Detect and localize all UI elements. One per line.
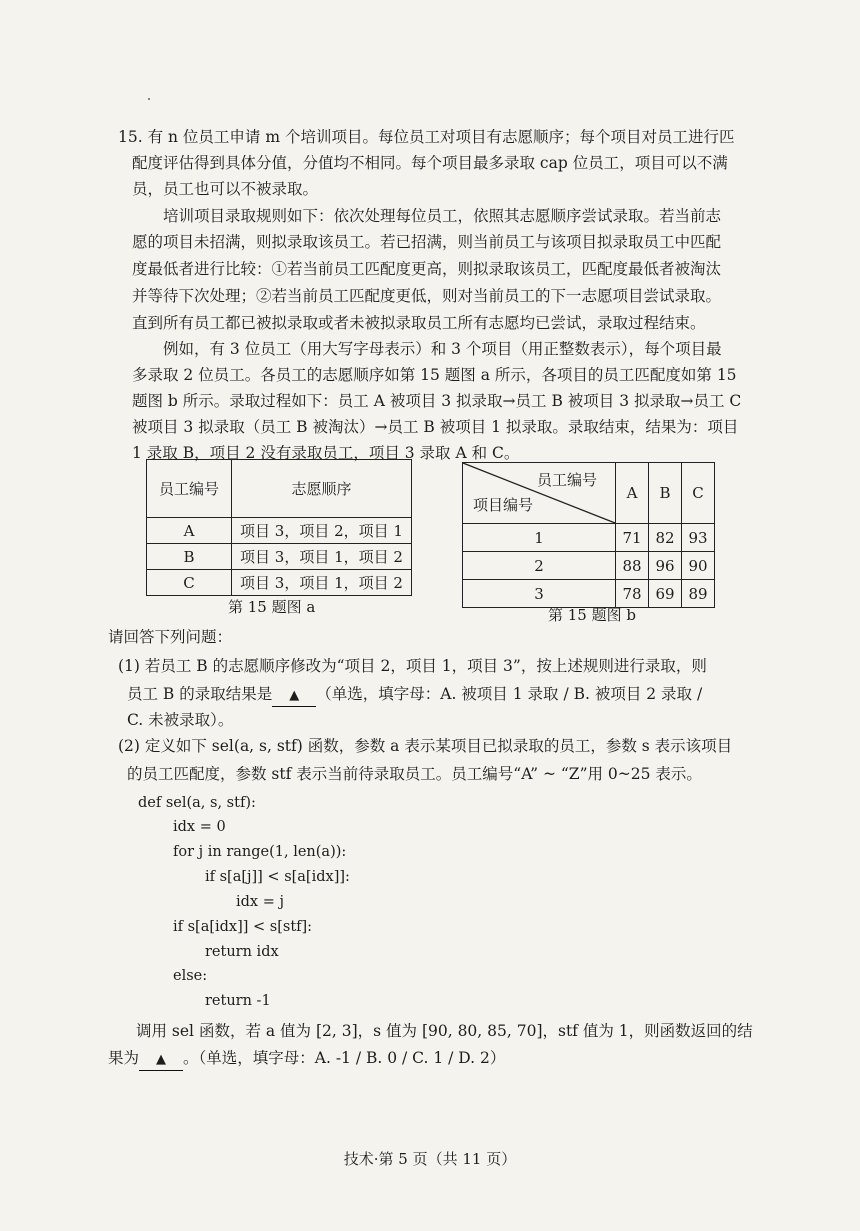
table-row [147, 544, 412, 570]
table-a-header-employee: 员工编号 [147, 460, 232, 518]
question-line: 并等待下次处理；②若当前员工匹配度更低，则对当前员工的下一志愿项目尝试录取。 [132, 287, 722, 305]
table-b-row-header: 1 [463, 524, 616, 552]
table-row [147, 518, 412, 544]
table-b-cell: 88 [616, 552, 649, 580]
table-b-cell: 89 [682, 580, 715, 608]
scan-speck [148, 98, 150, 100]
table-a-cell: 项目 3，项目 1，项目 2 [232, 544, 412, 570]
table-row [463, 524, 715, 552]
question-line: 员，员工也可以不被录取。 [132, 180, 319, 198]
table-b-row-header: 2 [463, 552, 616, 580]
table-b-cell: 78 [616, 580, 649, 608]
code-line: if s[a[idx]] < s[stf]: [173, 919, 313, 935]
sub1-line2-pre: 员工 B 的录取结果是 [127, 685, 273, 703]
call-line2-post: 。（单选，填字母：A. -1 / B. 0 / C. 1 / D. 2） [183, 1049, 506, 1067]
table-a-cell: A [147, 518, 232, 544]
sub1-line2-post: （单选，填字母：A. 被项目 1 录取 / B. 被项目 2 录取 / [316, 685, 703, 703]
question-line: 15. 有 n 位员工申请 m 个培训项目。每位员工对项目有志愿顺序；每个项目对员工进行匹 [118, 128, 735, 146]
code-line: idx = j [236, 894, 284, 910]
code-line: idx = 0 [173, 819, 226, 835]
table-b-row-header: 3 [463, 580, 616, 608]
question-line: 例如，有 3 位员工（用大写字母表示）和 3 个项目（用正整数表示），每个项目最 [163, 340, 722, 358]
table-a-cell: 项目 3，项目 1，项目 2 [232, 570, 412, 596]
code-line: return idx [205, 944, 279, 960]
code-line: return -1 [205, 993, 271, 1009]
table-a-cell: 项目 3，项目 2，项目 1 [232, 518, 412, 544]
question-line: 直到所有员工都已被拟录取或者未被拟录取员工所有志愿均已尝试，录取过程结束。 [132, 314, 706, 332]
code-line: if s[a[j]] < s[a[idx]]: [205, 869, 350, 885]
question-line: 培训项目录取规则如下：依次处理每位员工，依照其志愿顺序尝试录取。若当前志 [163, 207, 722, 225]
table-row [147, 570, 412, 596]
table-a-caption: 第 15 题图 a [228, 598, 316, 616]
sub1-line [127, 681, 702, 707]
table-b-cell: 71 [616, 524, 649, 552]
call-line [108, 1045, 505, 1071]
table-b-corner [463, 463, 616, 524]
table-b-cell: 93 [682, 524, 715, 552]
answer-blank[interactable]: ▲ [139, 1050, 183, 1071]
question-line: 愿的项目未招满，则拟录取该员工。若已招满，则当前员工与该项目拟录取员工中匹配 [132, 233, 722, 251]
table-b-col-header: B [649, 463, 682, 524]
prompt-text: 请回答下列问题： [108, 628, 233, 646]
table-b-col-header: C [682, 463, 715, 524]
table-row [463, 552, 715, 580]
table-b-corner-bottom: 项目编号 [473, 496, 534, 514]
question-line: 题图 b 所示。录取过程如下：员工 A 被项目 3 拟录取→员工 B 被项目 3 拟录取→员工 C [132, 392, 742, 410]
call-line: 调用 sel 函数，若 a 值为 [2, 3]，s 值为 [90, 80, 85, 70]，stf 值为 1，则函数返回的结 [136, 1022, 753, 1040]
sub1-line: (1) 若员工 B 的志愿顺序修改为“项目 2，项目 1，项目 3”，按上述规则进行录取，则 [118, 657, 707, 675]
table-b-cell: 69 [649, 580, 682, 608]
table-b-cell: 90 [682, 552, 715, 580]
sub1-line: C. 未被录取）。 [127, 711, 234, 729]
table-b-col-header: A [616, 463, 649, 524]
code-line: def sel(a, s, stf): [138, 795, 256, 811]
code-line: for j in range(1, len(a)): [173, 844, 347, 860]
table-a [146, 459, 412, 596]
question-line: 被项目 3 拟录取（员工 B 被淘汰）→员工 B 被项目 1 拟录取。录取结束，结果为：项目 [132, 418, 739, 436]
question-line: 配度评估得到具体分值，分值均不相同。每个项目最多录取 cap 位员工，项目可以不满 [132, 154, 728, 172]
call-line2-pre: 果为 [108, 1049, 140, 1067]
table-b-corner-top: 员工编号 [536, 471, 597, 489]
table-a-cell: B [147, 544, 232, 570]
question-line: 1 录取 B，项目 2 没有录取员工，项目 3 录取 A 和 C。 [132, 444, 520, 462]
question-line: 度最低者进行比较：①若当前员工匹配度更高，则拟录取该员工，匹配度最低者被淘汰 [132, 260, 722, 278]
table-b-cell: 82 [649, 524, 682, 552]
sub2-line: 的员工匹配度，参数 stf 表示当前待录取员工。员工编号“A” ~ “Z”用 0~25 表示。 [127, 765, 702, 783]
question-line: 多录取 2 位员工。各员工的志愿顺序如第 15 题图 a 所示，各项目的员工匹配度如第 15 [132, 366, 737, 384]
sub2-line: (2) 定义如下 sel(a, s, stf) 函数，参数 a 表示某项目已拟录取的员工，参数 s 表示该项目 [118, 737, 733, 755]
table-a-cell: C [147, 570, 232, 596]
table-a-header-preference: 志愿顺序 [232, 460, 412, 518]
answer-blank[interactable]: ▲ [272, 686, 316, 707]
page-footer: 技术·第 5 页（共 11 页） [343, 1150, 517, 1168]
table-b-caption: 第 15 题图 b [548, 606, 636, 624]
code-line: else: [173, 968, 208, 984]
table-b [462, 462, 715, 608]
table-b-cell: 96 [649, 552, 682, 580]
